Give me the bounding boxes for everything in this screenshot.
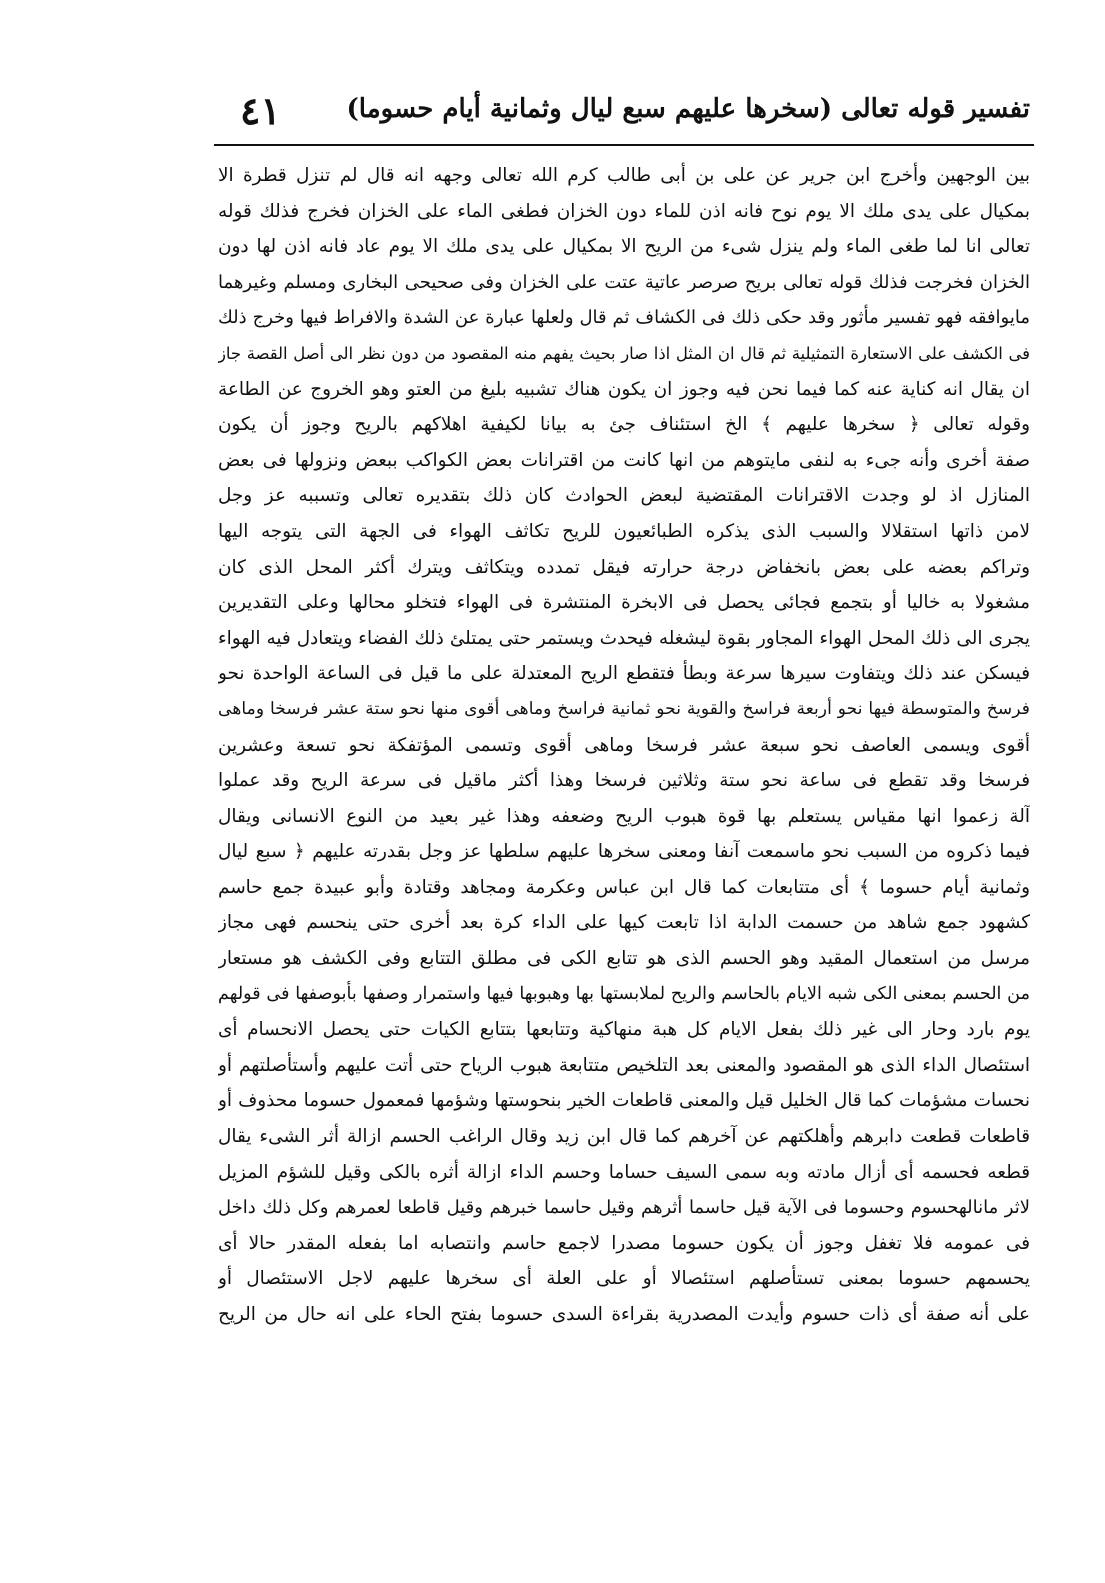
text-line: الخزان فخرجت فذلك قوله تعالى بريح صرصر عاتية عتت على الخزان وفى صحيحى البخارى ومسلم وغيرهما bbox=[218, 271, 1030, 293]
text-line: المنازل اذ لو وجدت الاقترانات المقتضية لبعض الحوادث كان ذلك بتقديره تعالى وتسببه عز وجل bbox=[218, 485, 1030, 507]
text-line: يجرى الى ذلك المحل الهواء المجاور بقوة ليشغله فيحدث ويستمر حتى يمتلئ ذلك الفضاء ويتعادل فيه الهواء bbox=[218, 627, 1030, 649]
text-line: فيما ذكروه من السبب نحو ماسمعت آنفا ومعنى سخرها عليهم سلطها عز وجل بقدرته عليهم ﴿ سبع ليال bbox=[218, 841, 1030, 863]
text-line: وقوله تعالى ﴿ سخرها عليهم ﴾ الخ استئناف جئ به بيانا لكيفية اهلاكهم بالريح وجوز أن يكون bbox=[218, 414, 1030, 436]
text-line: استئصال الداء الذى هو المقصود والمعنى بعد التلخيص متتابعة هبوب الرياح حتى أتت عليهم وأستأصلتهم أو bbox=[218, 1054, 1030, 1076]
text-line: وتراكم بعضه على بعض بانخفاض درجة حرارته فيقل تمدده ويتكاثف ويترك أكثر المحل الذى كان bbox=[218, 556, 1030, 578]
header-divider bbox=[214, 144, 1034, 146]
text-line: بمكيال على يدى ملك الا يوم نوح فانه اذن للماء دون الخزان فطغى الماء على الخزان فخرج فذلك قوله bbox=[218, 200, 1030, 222]
tafsir-body-text bbox=[218, 158, 1030, 1333]
text-line: مرسل من استعمال المقيد وهو الحسم الذى هو تتابع الكى فى مطلق التتابع وفى الكشف هو مستعار bbox=[218, 948, 1030, 970]
text-line: من الحسم بمعنى الكى شبه الايام بالحاسم والريح لملابستها بها وهبوبها فيها واستمرار وصفها بأبوصفها فى قولهم bbox=[218, 983, 1030, 1004]
text-line: تعالى انا لما طغى الماء ولم ينزل شىء من الريح الا بمكيال على يدى ملك الا يوم عاد فانه اذن لها دون bbox=[218, 236, 1030, 258]
text-line: وثمانية أيام حسوما ﴾ أى متتابعات كما قال ابن عباس وعكرمة ومجاهد وقتادة وأبو عبيدة جمع حاسم bbox=[218, 876, 1030, 898]
text-line: مشغولا به خاليا أو بتجمع فجائى يحصل فى الابخرة المنتشرة فى الهواء فتخلو محالها وعلى التقديرين bbox=[218, 592, 1030, 614]
text-line: فى الكشف على الاستعارة التمثيلية ثم قال ان المثل اذا صار بحيث يفهم منه المقصود من دون نظر الى أصل القصة جاز bbox=[218, 343, 1030, 363]
text-line: ان يقال انه كناية عنه كما فيما نحن فيه وجوز ان يكون هناك تشبيه بليغ من العتو وهو الخروج عن الطاعة bbox=[218, 378, 1030, 400]
text-line: يحسمهم حسوما بمعنى تستأصلهم استئصالا أو على العلة أى سخرها عليهم لاجل الاستئصال أو bbox=[218, 1268, 1030, 1290]
text-line: يوم بارد وحار الى غير ذلك بفعل الايام كل هبة منهاكية وتتابعها بتتابع الكيات حتى يحصل الانحسام أى bbox=[218, 1019, 1030, 1041]
text-line: قاطعات قطعت دابرهم وأهلكتهم عن آخرهم كما قال ابن زيد وقال الراغب الحسم ازالة أثر الشىء يقال bbox=[218, 1126, 1030, 1148]
text-line: لامن ذاتها استقلالا والسبب الذى يذكره الطبائعيون للريح تكاثف الهواء فى الجهة التى يتوجه اليها bbox=[218, 520, 1030, 542]
page-header bbox=[218, 88, 1030, 140]
page-title: تفسير قوله تعالى (سخرها عليهم سبع ليال وثمانية أيام حسوما) bbox=[346, 94, 1030, 124]
page-number: ٤١ bbox=[240, 88, 281, 133]
text-line: فى عمومه فلا تغفل وجوز أن يكون حسوما مصدرا لاجمع حاسم وانتصابه اما بفعله المقدر حالا أى bbox=[218, 1232, 1030, 1254]
text-line: بين الوجهين وأخرج ابن جرير عن على بن أبى طالب كرم الله تعالى وجهه انه قال لم تنزل قطرة الا bbox=[218, 165, 1030, 186]
text-line: كشهود جمع شاهد من حسمت الدابة اذا تابعت كيها على الداء كرة بعد أخرى حتى ينحسم فهى مجاز bbox=[218, 912, 1030, 934]
text-line: فيسكن عند ذلك ويتفاوت سيرها سرعة وبطأ فتقطع الريح المعتدلة على ما قيل فى الساعة الواحدة نحو bbox=[218, 663, 1030, 685]
text-line: فرسخ والمتوسطة فيها نحو أربعة فراسخ والقوية نحو ثمانية فراسخ وماهى أقوى منها نحو ستة عشر فرسخا وماهى bbox=[218, 698, 1030, 719]
text-line: آلة زعموا انها مقياس يستعلم بها قوة هبوب الريح وضعفه وهذا غير بعيد من النوع الانسانى ويقال bbox=[218, 805, 1030, 827]
text-line: نحسات مشؤمات كما قال الخليل قيل والمعنى قاطعات الخير بنحوستها وشؤمها فمعمول حسوما محذوف أو bbox=[218, 1090, 1030, 1112]
text-line: فرسخا وقد تقطع فى ساعة نحو ستة وثلاثين فرسخا وهذا أكثر ماقيل فى سرعة الريح وقد عملوا bbox=[218, 770, 1030, 792]
text-line: مايوافقه فهو تفسير مأثور وقد حكى ذلك فى الكشاف ثم قال ولعلها عبارة عن الشدة والافراط فيها وخرج ذلك bbox=[218, 307, 1030, 329]
text-line: أقوى ويسمى العاصف نحو سبعة عشر فرسخا وماهى أقوى وتسمى المؤتفكة نحو تسعة وعشرين bbox=[218, 734, 1030, 756]
text-line: صفة أخرى وأنه جىء به لنفى مايتوهم من انها كانت من اقترانات بعض الكواكب ببعض ونزولها فى بعض bbox=[218, 449, 1030, 471]
text-line: لاثر مانالهحسوم وحسوما فى الآية قيل حاسما أثرهم وقيل حاسما خبرهم وقيل قاطعا لعمرهم وكل ذلك داخل bbox=[218, 1197, 1030, 1219]
text-line: قطعه فحسمه أى أزال مادته وبه سمى السيف حساما وحسم الداء ازالة أثره بالكى وقيل للشؤم المزيل bbox=[218, 1161, 1030, 1183]
text-line: على أنه صفة أى ذات حسوم وأيدت المصدرية بقراءة السدى حسوما بفتح الحاء على انه حال من الريح bbox=[218, 1304, 1030, 1325]
